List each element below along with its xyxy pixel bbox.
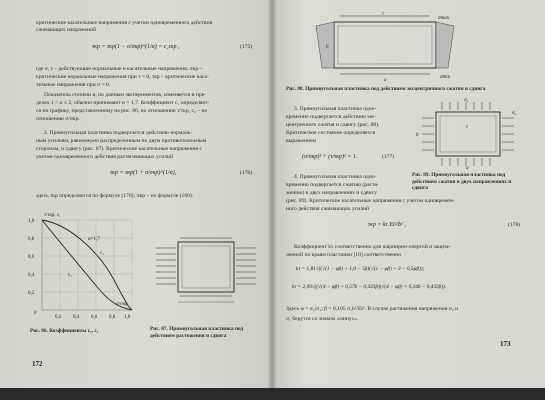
text-line: выражением <box>286 138 316 144</box>
text-line: жению) в двух направлениях и сдвигу <box>286 190 377 196</box>
axis-label-x: σ/σкр <box>116 302 128 307</box>
tick-y: 0 <box>34 311 37 316</box>
fig88-label: σmin <box>440 74 451 80</box>
text-line: ленной по краям пластинки [10] соответственно <box>286 252 402 258</box>
equation-177: (σ/σкр)² + (τ/τкр)² = 1. <box>302 154 358 160</box>
equation-k2: kτ = 2,09√((√(4 − φβ) + 0,576 − 0,433β)(√(4 − φβ) + 0,346 − 0,433β)). <box>292 284 447 290</box>
equation-number: (178) <box>508 222 521 228</box>
equation-number: (176) <box>240 170 253 176</box>
text-line: сжимающих напряжений <box>36 27 97 33</box>
fig88-label: τ <box>382 11 384 17</box>
text-line: (рис. 89). Критические касательные напряжения с учетом одновремен- <box>286 198 455 204</box>
text-line: делах 1 < α ≤ 2, обычно принимают α = 1,7. Коэффициент c₁ определяет- <box>36 100 210 106</box>
tick-y: 0,4 <box>28 273 35 278</box>
text-line: здесь τкр определяется по формуле (170); σкр – по формуле (160). <box>36 193 194 199</box>
figure-88-caption: Рис. 88. Прямоугольная пластинка под действием эксцентричного сжатия и сдвига <box>286 86 486 92</box>
axis-label-y: τ/τкр, c₁ <box>44 213 61 218</box>
tick-y: 1,0 <box>28 219 35 224</box>
tick-x: 0,2 <box>55 315 62 320</box>
text-line: временно подвергается действию экс- <box>286 114 377 120</box>
text-line: Показатель степени α, по данным экспериментов, изменяется в пре- <box>44 92 207 98</box>
text-line: отношению σ/σкр. <box>36 116 80 122</box>
figure-87-caption: Рис. 87. Прямоугольная пластинка под действием растяжения и сдвига <box>150 326 244 339</box>
figure-88-plate <box>312 10 462 82</box>
fig88-label: σmax <box>438 15 450 21</box>
fig89-label: τ <box>466 124 468 130</box>
text-line: Здесь φ = σ₂/σ₁; β = 0,105 σ₁b²/Et². В случае растяжения напряжения σ₂ и <box>286 306 459 312</box>
equation-number: (175) <box>240 44 253 50</box>
text-line: Критическое состояние определяется <box>286 130 376 136</box>
text-line: 2. Прямоугольная пластинка подвергается действию нормаль- <box>44 130 193 136</box>
figure-86-caption: Рис. 86. Коэффициенты c₁, c₂ <box>30 328 99 334</box>
curve-label: c₁ <box>100 251 104 256</box>
text-line: учетом одновременного действия растягивающих усилий <box>36 154 174 160</box>
tick-y: 0,2 <box>28 291 35 296</box>
figure-86-graph <box>28 210 138 322</box>
page-number: 172 <box>32 360 43 368</box>
book-gutter <box>268 0 276 388</box>
equation-number: (177) <box>382 154 395 160</box>
text-line: критические касательные напряжения с учетом одновременного действия <box>36 20 213 26</box>
text-line: ного действия сжимающих усилий <box>286 206 370 212</box>
tick-y: 0,6 <box>28 255 35 260</box>
equation-175: τкр = τкр(1 − σ/σкр)^(1/α) = c₂τкр , <box>92 44 180 50</box>
curve-c1 <box>42 220 132 310</box>
fig89-label: σ₁ <box>512 110 517 116</box>
text-line: 4. Прямоугольная пластинка одно- <box>294 174 377 180</box>
figure-89-plate <box>412 98 522 170</box>
curve-c2 <box>42 220 132 310</box>
text-line: тельные напряжения при σ = 0. <box>36 82 111 88</box>
tick-x: 0,4 <box>73 315 80 320</box>
tick-x: 0,6 <box>91 315 98 320</box>
page-number: 173 <box>500 340 511 348</box>
text-line: σ₁ берутся со знаком «минус». <box>286 316 359 322</box>
tick-x: 1,0 <box>124 315 131 320</box>
background-band <box>0 388 545 400</box>
fig89-label: a <box>466 165 469 170</box>
fig88-label: b <box>326 44 329 50</box>
equation-k1: kτ = 1,81√((√(1 − φβ) + 1,0 − 5β)(√(1 − φβ) + 3 − 0,5φβ)); <box>296 266 425 272</box>
fig89-label: b <box>416 132 419 138</box>
equation-178: τкр = kτ Et²/b² , <box>368 222 406 228</box>
figure-89-caption: Рис. 89. Прямоугольная пластинка под действием сжатия в двух направлениях и сдвига <box>412 172 512 192</box>
text-line: критические нормальные напряжения при τ = 0, τкр – критические каса- <box>36 74 209 80</box>
tick-x: 0,8 <box>109 315 116 320</box>
text-line: ным усилиям, равномерно распределенным по двум противоположным <box>36 138 207 144</box>
text-line: сторонам, и сдвигу (рис. 87). Критические касательные напряжения с <box>36 146 202 152</box>
equation-176: τкр = τкр(1 + σ/σкр)^(1/α), <box>110 170 177 176</box>
right-page <box>272 0 545 388</box>
text-line: центричного сжатия и сдвигу (рис. 88). <box>286 122 380 128</box>
text-line: ся по графику, представленному на рис. 86, по отношению τ/τкр, c₂ – по <box>36 108 208 114</box>
text-line: где σ, τ – действующие нормальные и касательные напряжения; σкр – <box>36 66 203 72</box>
figure-87-plate <box>150 228 262 308</box>
text-line: 3. Прямоугольная пластинка одно- <box>294 106 377 112</box>
tick-y: 0,8 <box>28 237 35 242</box>
curve-label: α=1,7 <box>88 237 100 242</box>
text-line: Коэффициент kτ соответственно для шарнирно-опертой и защем- <box>294 244 451 250</box>
curve-label: c₂ <box>68 273 72 278</box>
text-line: временно подвергается сжатию (растя- <box>286 182 379 188</box>
fig88-label: a <box>384 77 387 82</box>
left-page <box>0 0 272 388</box>
fig89-label: σ₂ <box>464 98 469 103</box>
